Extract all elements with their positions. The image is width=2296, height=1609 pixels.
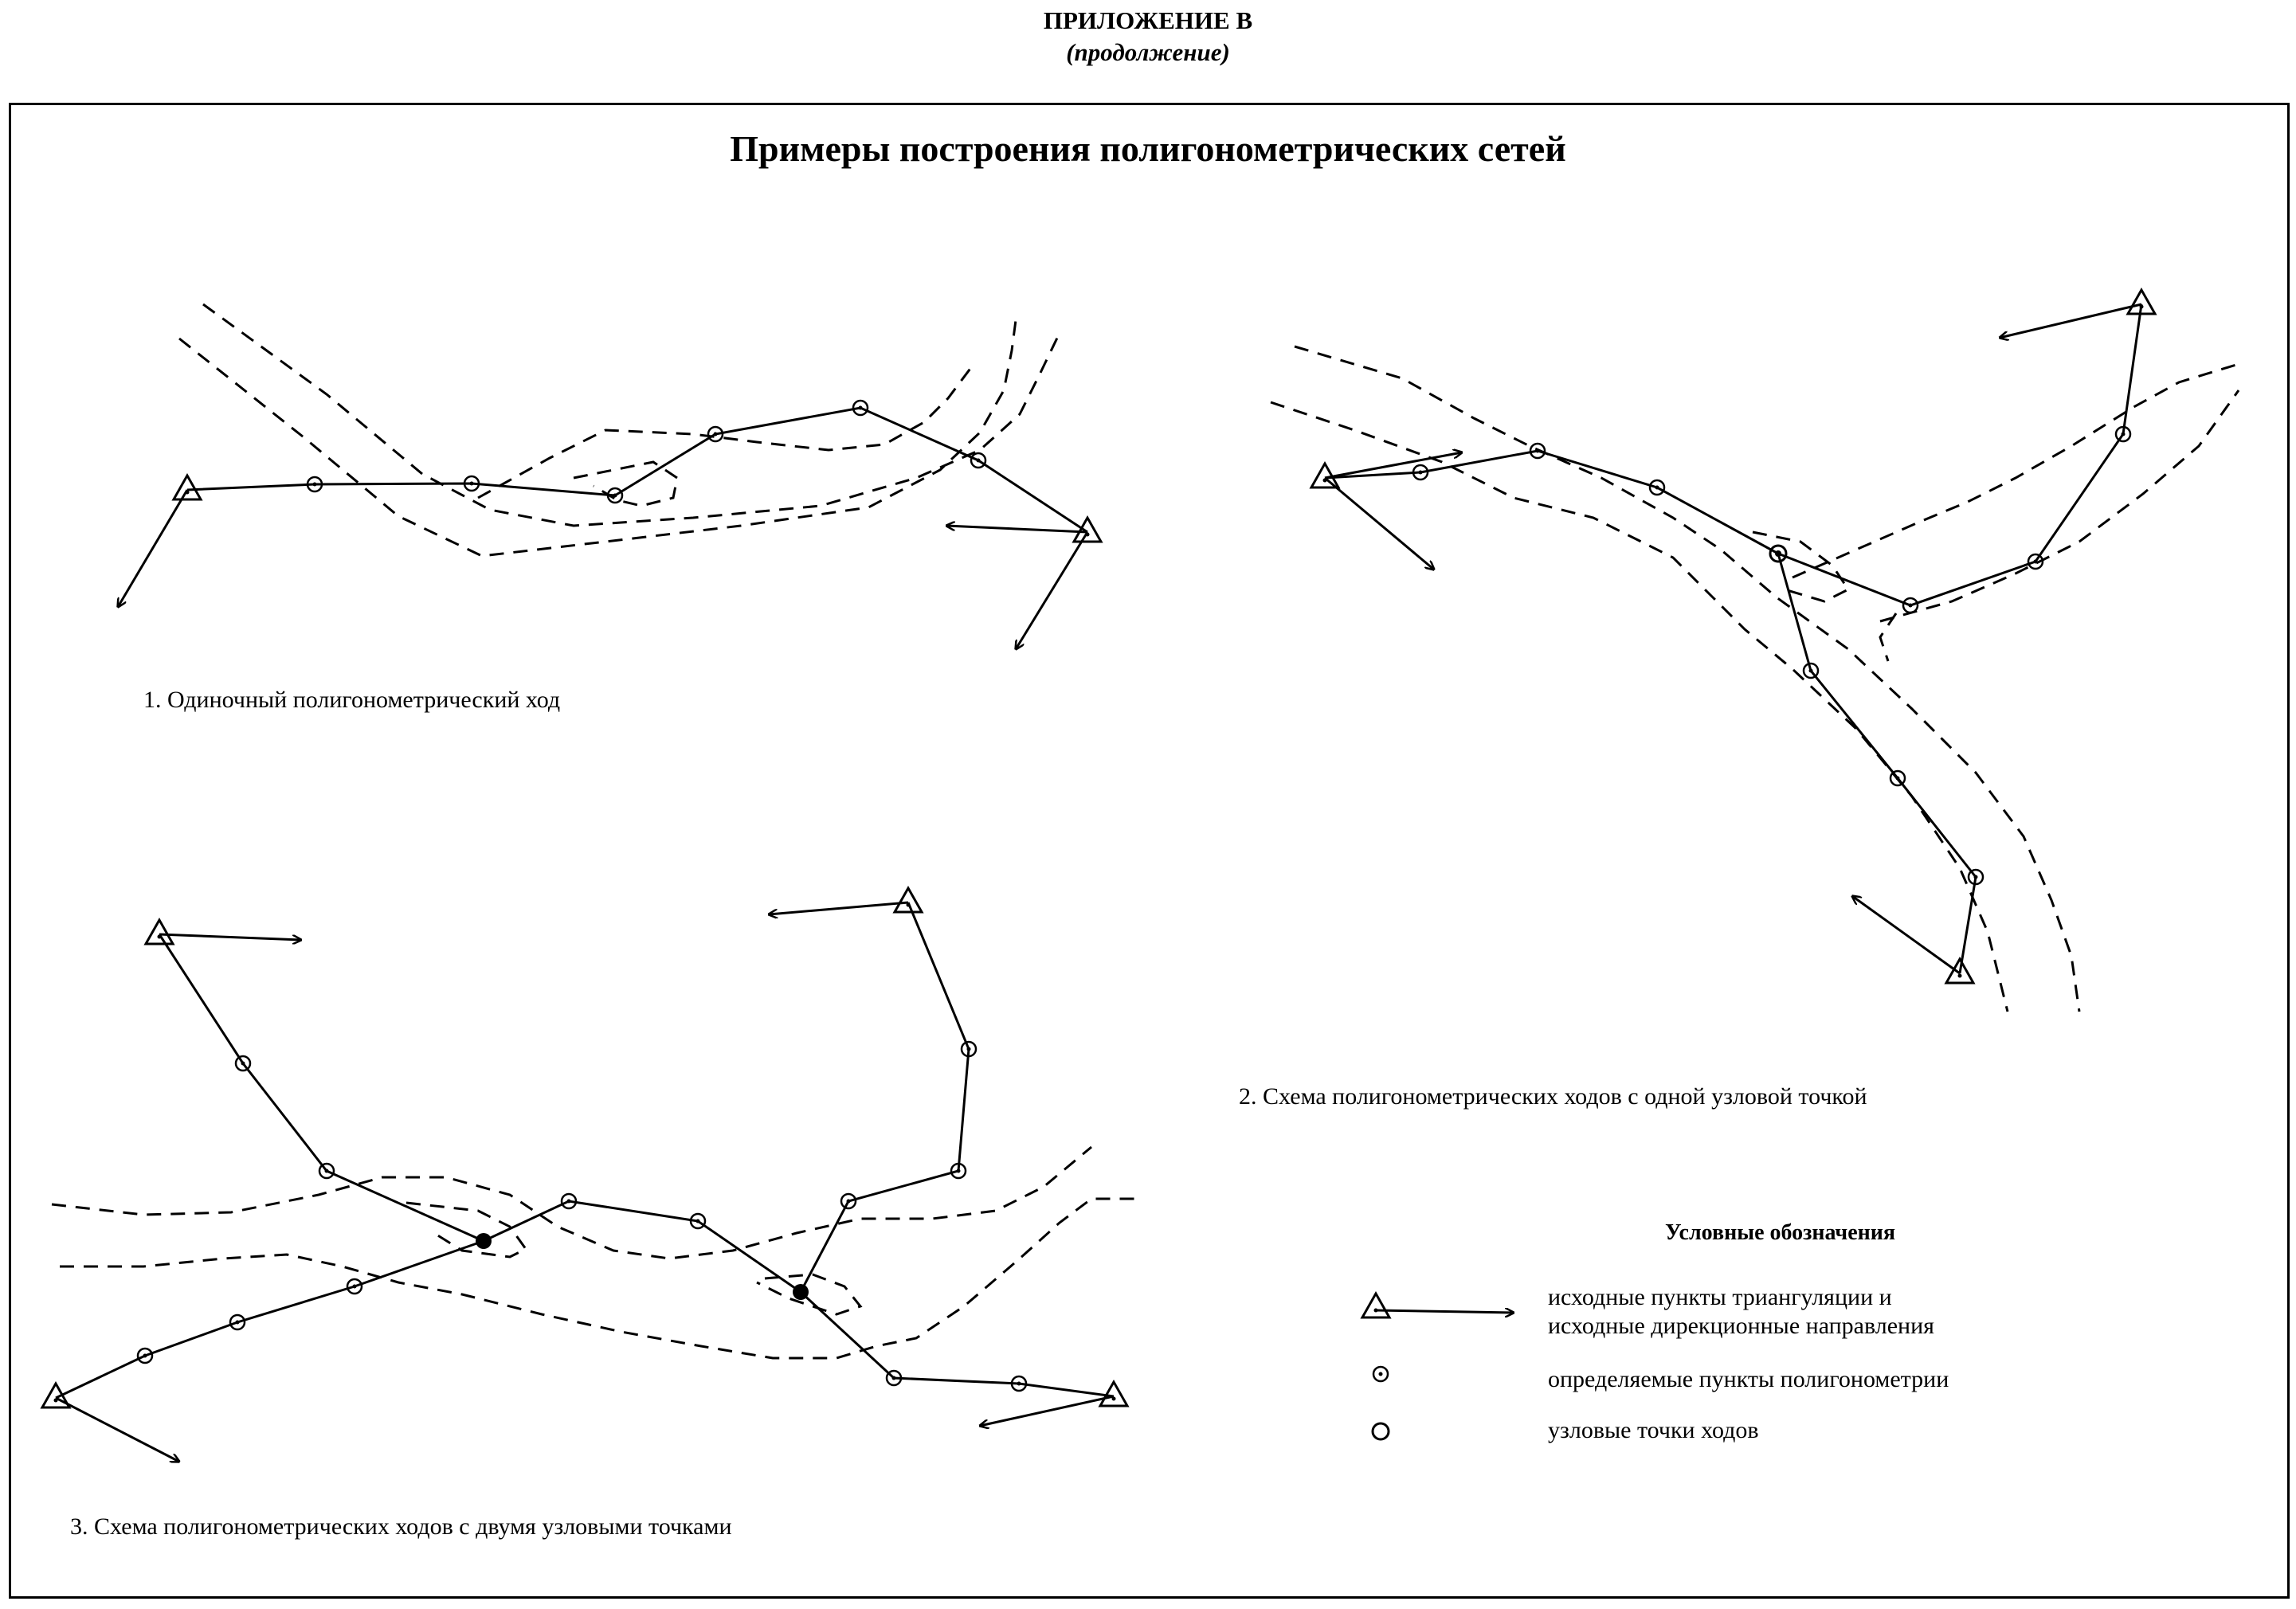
scheme-3-two-junctions bbox=[42, 888, 1135, 1462]
legend-symbols bbox=[1362, 1294, 1514, 1439]
legend-item-initial-points-line1: исходные пункты триангуляции и bbox=[1548, 1284, 1892, 1310]
direction-arrows bbox=[56, 902, 1114, 1462]
road-dashed-lines bbox=[179, 304, 1060, 556]
open-circle-icon bbox=[1373, 1423, 1389, 1439]
triangle-with-arrow-icon bbox=[1362, 1294, 1514, 1317]
point-dots bbox=[1323, 305, 2144, 978]
dotted-circle-icon bbox=[1373, 1367, 1388, 1381]
road-dashed-lines bbox=[1271, 346, 2239, 1012]
point-dots bbox=[186, 406, 1090, 537]
road-dashed-lines bbox=[52, 1147, 1135, 1358]
traverse-lines bbox=[1325, 304, 2141, 973]
direction-arrows bbox=[1325, 304, 2141, 973]
legend-item-junction-points: узловые точки ходов bbox=[1548, 1417, 1759, 1443]
scheme-3-caption: 3. Схема полигонометрических ходов с двумя узловыми точками bbox=[70, 1513, 732, 1540]
traverse-line bbox=[187, 408, 1087, 532]
scheme-2-caption: 2. Схема полигонометрических ходов с одной узловой точкой bbox=[1239, 1083, 1867, 1110]
appendix-continuation: (продолжение) bbox=[1066, 38, 1230, 66]
initial-triangulation-points bbox=[42, 888, 1127, 1407]
direction-arrows bbox=[118, 490, 1087, 649]
determined-points bbox=[138, 1042, 1026, 1391]
scheme-1-single-traverse bbox=[118, 304, 1101, 649]
initial-triangulation-points bbox=[1311, 290, 2155, 983]
scheme-1-caption: 1. Одиночный полигонометрический ход bbox=[143, 687, 561, 713]
figure-title: Примеры построения полигонометрических сетей bbox=[730, 128, 1566, 169]
legend-item-determined-points: определяемые пункты полигонометрии bbox=[1548, 1366, 1949, 1392]
scheme-2-one-junction bbox=[1271, 290, 2239, 1012]
appendix-title: ПРИЛОЖЕНИЕ В bbox=[1043, 6, 1253, 34]
legend-title: Условные обозначения bbox=[1665, 1220, 1896, 1245]
legend-item-initial-points-line2: исходные дирекционные направления bbox=[1548, 1313, 1934, 1339]
point-dots bbox=[54, 903, 1116, 1403]
determined-points bbox=[1413, 427, 2130, 884]
